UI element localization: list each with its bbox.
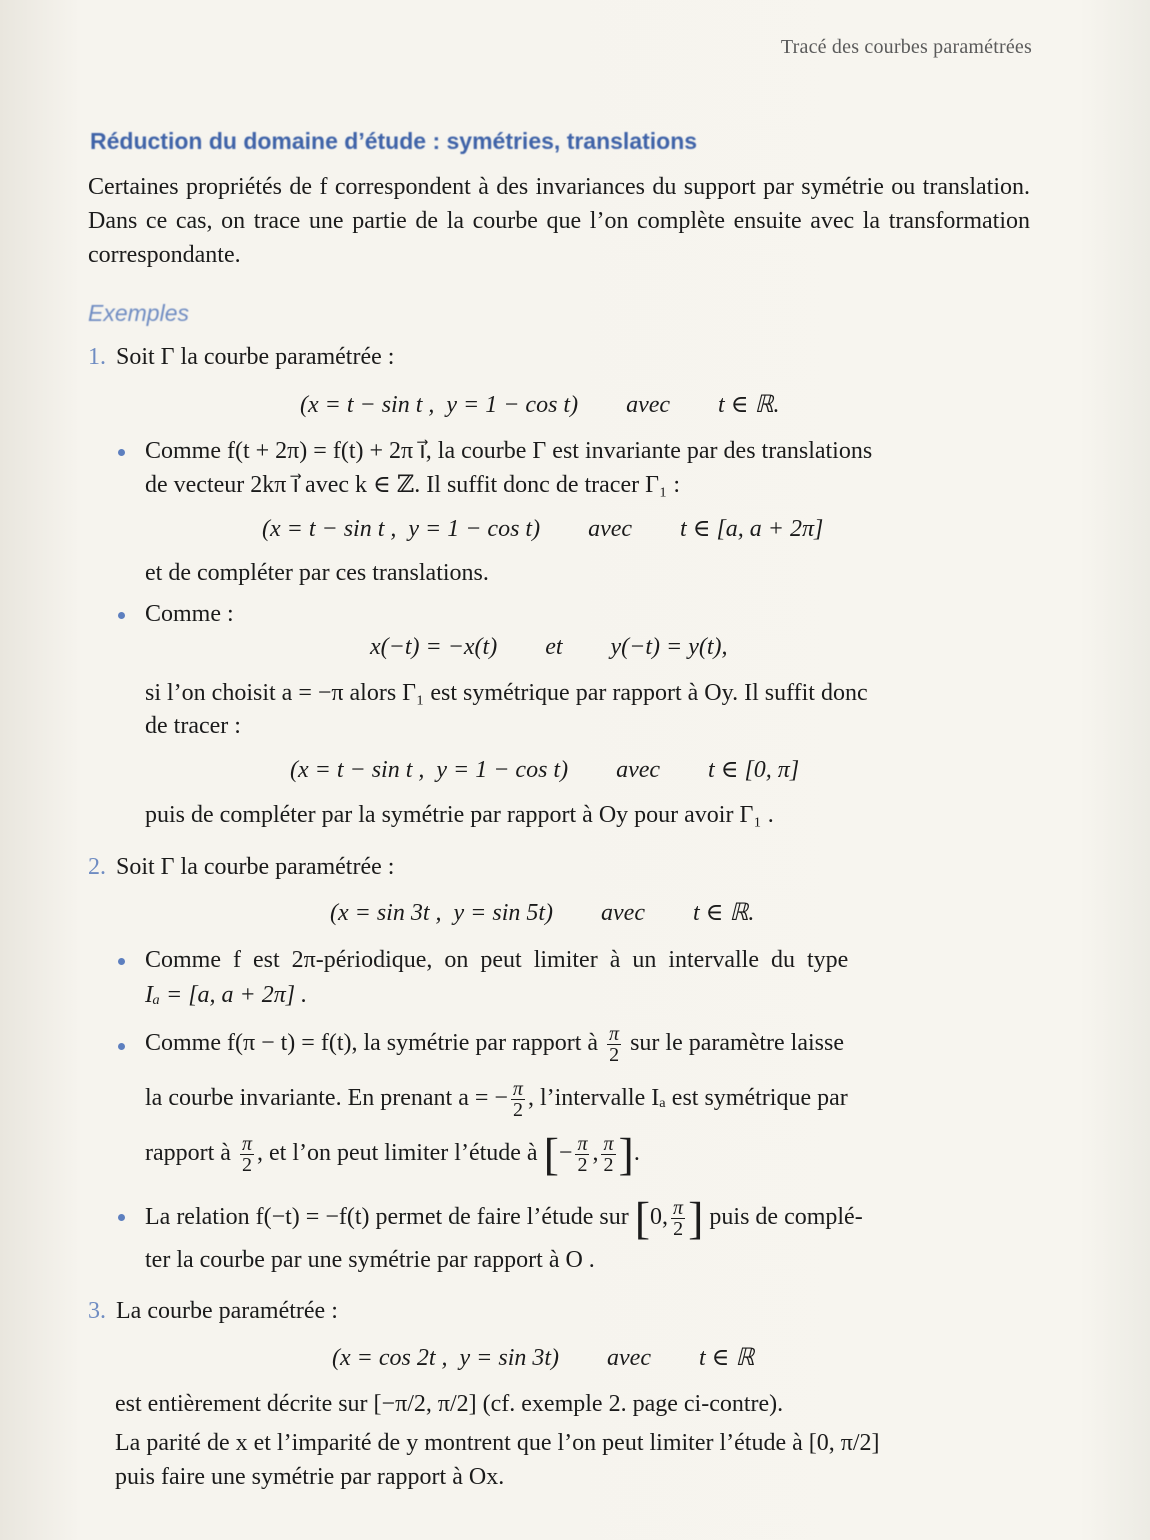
text-part: , et l’on peut limiter l’étude à [257, 1140, 538, 1166]
text-part: , l’intervalle Iₐ est symétrique par [527, 1085, 848, 1111]
ex3-line1: est entièrement décrite sur [−π/2, π/2] (cf. exemple 2. page ci-contre). [115, 1391, 784, 1417]
example-3-lead [88, 1296, 338, 1326]
equation: (x = t − sin t , y = 1 − cos t) avec t ∈ [0, π] [290, 757, 800, 783]
equation: (x = cos 2t , y = sin 3t) avec t ∈ ℝ [332, 1345, 755, 1371]
right-bracket: ] [618, 1128, 634, 1180]
ex3-line2: La parité de x et l’imparité de y montrent que l’on peut limiter l’étude à [0, π/2] [115, 1430, 880, 1456]
fraction-pi-over-2 [607, 1024, 621, 1065]
running-header: Tracé des courbes paramétrées [780, 36, 1032, 58]
numerator: π [603, 1132, 614, 1155]
equation: (x = t − sin t , y = 1 − cos t) avec t ∈ ℝ. [300, 392, 780, 418]
example-number: 2. [88, 854, 106, 880]
bullet-icon [118, 1214, 125, 1221]
zero: 0, [650, 1204, 669, 1230]
bullet-icon [118, 958, 125, 965]
example-number: 3. [88, 1298, 106, 1324]
numerator: π [577, 1132, 588, 1155]
examples-heading: Exemples [88, 300, 189, 326]
left-bracket: [ [543, 1128, 559, 1180]
ex2-bullet1-line1: Comme f est 2π-périodique, on peut limiter à un intervalle du type [145, 947, 849, 973]
text-part: la courbe invariante. En prenant a = − [145, 1085, 508, 1111]
ex2-bullet2-line1 [145, 1018, 844, 1068]
ex1-bullet1-line3: et de compléter par ces translations. [145, 560, 489, 586]
equation: (x = t − sin t , y = 1 − cos t) avec t ∈ [a, a + 2π] [262, 516, 824, 542]
numerator: π [673, 1196, 684, 1219]
ex1-bullet2-line4: puis de compléter par la symétrie par rapport à Oy pour avoir Γ₁ . [145, 802, 774, 828]
text-part: Comme f(π − t) = f(t), la symétrie par rapport à [145, 1030, 599, 1056]
fraction-pi-over-2 [240, 1134, 254, 1175]
example-number: 1. [88, 344, 106, 370]
example-1-lead [88, 342, 394, 372]
text-part: La relation f(−t) = −f(t) permet de faire l’étude sur [145, 1204, 629, 1230]
text-part: rapport à [145, 1140, 231, 1166]
ex1-bullet2-line1: Comme : [145, 601, 234, 627]
example-3-lead-text: La courbe paramétrée : [116, 1298, 338, 1324]
section-title: Réduction du domaine d’étude : symétries, translations [90, 128, 698, 154]
equation: (x = sin 3t , y = sin 5t) avec t ∈ ℝ. [330, 900, 755, 926]
left-bracket: [ [634, 1192, 651, 1244]
bullet-icon [118, 449, 125, 456]
numerator: π [241, 1132, 252, 1155]
intro-paragraph: Certaines propriétés de f correspondent à des invariances du support par symétrie ou translation. Dans ce cas, on trace une partie de la courbe que l’on complète ensuite avec la transformation correspondante. [88, 174, 1030, 268]
ex1-bullet2-line2: si l’on choisit a = −π alors Γ₁ est symétrique par rapport à Oy. Il suffit donc [145, 680, 868, 706]
equation: x(−t) = −x(t) et y(−t) = y(t), [370, 634, 728, 660]
ex1-bullet2-line3: de tracer : [145, 713, 241, 739]
fraction-pi-over-2 [601, 1134, 615, 1175]
numerator: π [609, 1022, 620, 1045]
comma: , [592, 1140, 599, 1166]
text-part: sur le paramètre laisse [630, 1030, 844, 1056]
fraction-pi-over-2 [671, 1198, 685, 1239]
numerator: π [512, 1077, 523, 1100]
denominator: 2 [241, 1153, 252, 1176]
ex2-bullet2-line2 [145, 1073, 848, 1123]
ex2-bullet2-line3 [145, 1128, 640, 1179]
right-bracket: ] [688, 1192, 704, 1244]
fraction-pi-over-2 [575, 1134, 589, 1175]
example-2-lead-text: Soit Γ la courbe paramétrée : [116, 854, 395, 880]
example-1-lead-text: Soit Γ la courbe paramétrée : [116, 344, 395, 370]
bullet-icon [118, 612, 125, 619]
bullet-icon [118, 1043, 125, 1050]
minus-sign: − [558, 1140, 573, 1166]
ex1-bullet1-line2: de vecteur 2kπ i⃗ avec k ∈ ℤ. Il suffit donc de tracer Γ₁ : [145, 472, 681, 498]
fraction-pi-over-2 [511, 1079, 525, 1120]
ex1-bullet1-line1: Comme f(t + 2π) = f(t) + 2π i⃗, la courbe Γ est invariante par des translations [145, 438, 873, 464]
ex2-bullet3-line2: ter la courbe par une symétrie par rapport à O . [145, 1247, 595, 1273]
text-part: puis de complé- [709, 1204, 863, 1230]
period: . [633, 1140, 640, 1166]
denominator: 2 [512, 1098, 523, 1121]
ex2-bullet1-line2: Iₐ = [a, a + 2π] . [145, 982, 308, 1008]
denominator: 2 [609, 1043, 620, 1066]
ex3-line3: puis faire une symétrie par rapport à Ox. [115, 1464, 505, 1490]
example-2-lead [88, 852, 394, 882]
ex2-bullet3-line1 [145, 1192, 863, 1243]
denominator: 2 [603, 1153, 614, 1176]
denominator: 2 [577, 1153, 588, 1176]
denominator: 2 [673, 1217, 684, 1240]
